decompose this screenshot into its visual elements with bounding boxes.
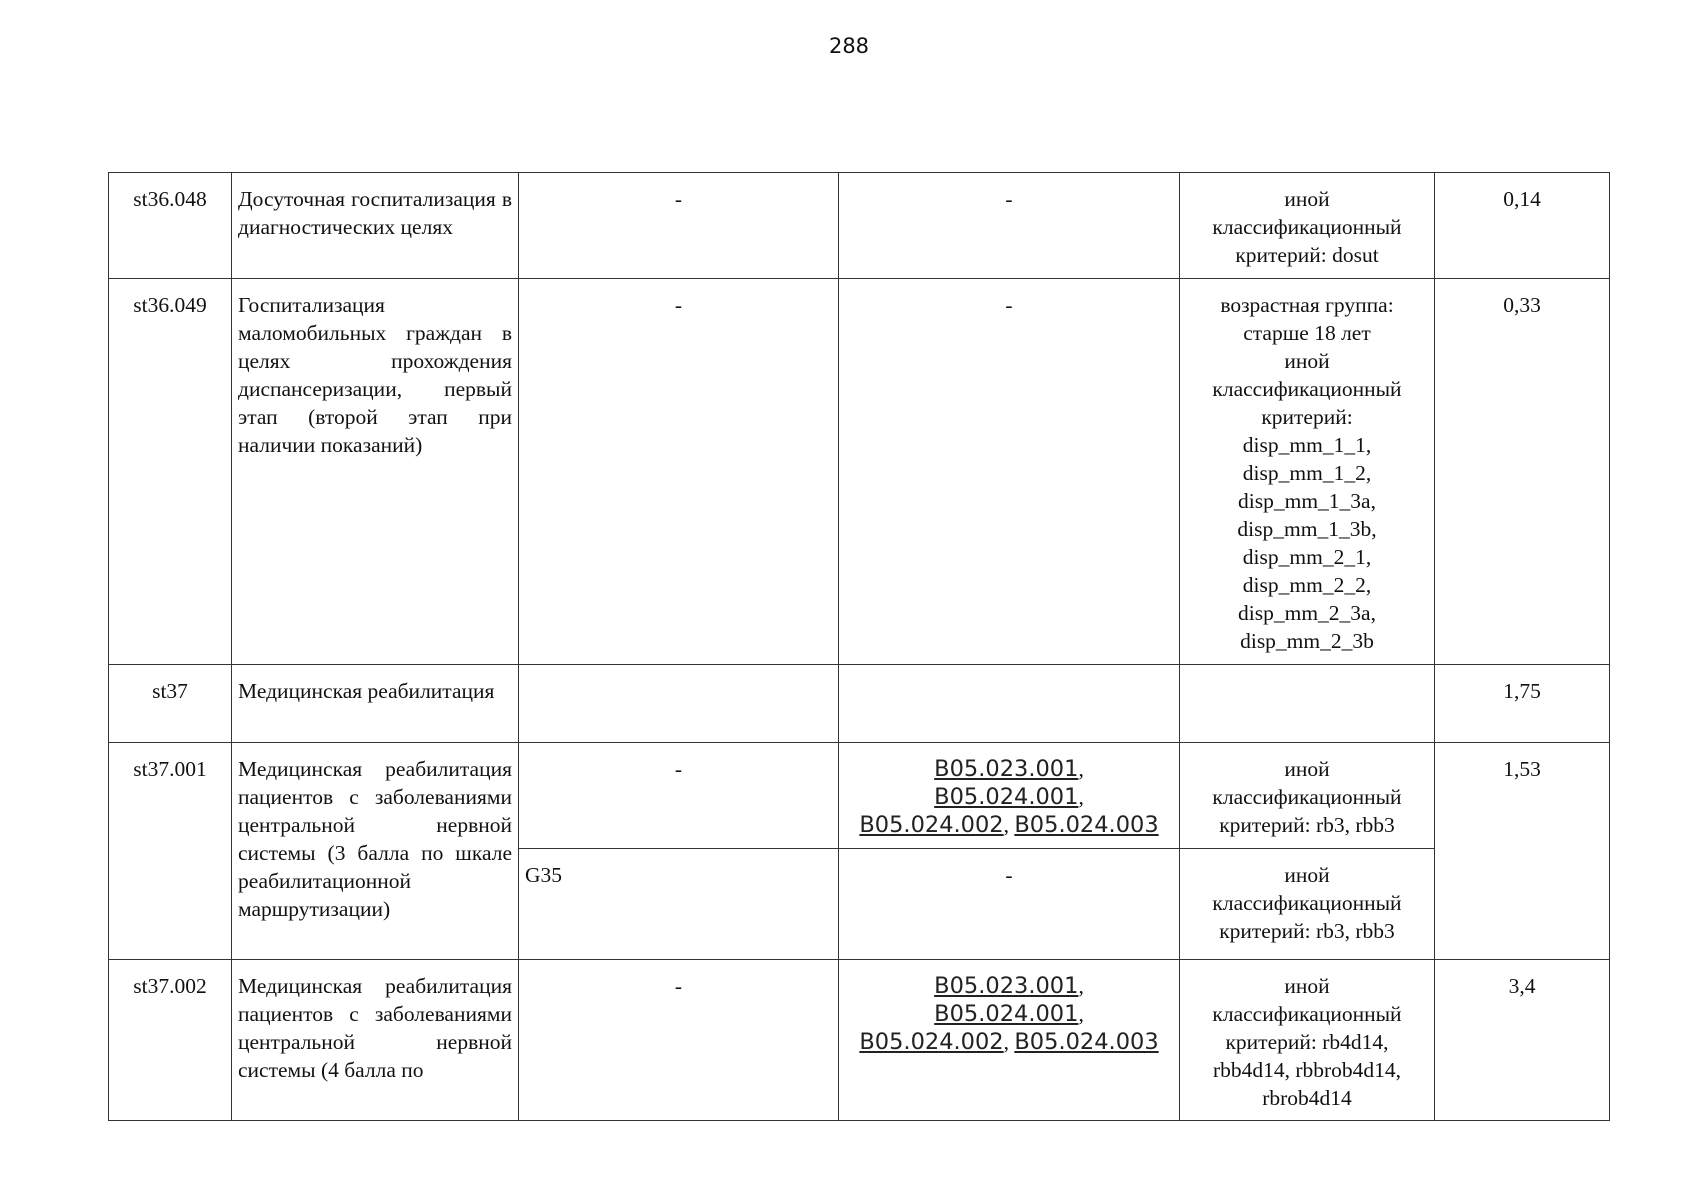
table-row: [109, 279, 1610, 665]
row-name: Медицинская реабилитация пациентов с заболеваниями центральной нервной системы (3 балла по шкале реабилитационной маршрутизации): [232, 743, 519, 960]
criteria-line: disp_mm_2_3a,: [1238, 601, 1376, 625]
row-code: st37.002: [109, 960, 232, 1121]
row-diagnosis: -: [519, 173, 839, 279]
row-diagnosis: G35: [519, 849, 839, 960]
table-row: [109, 173, 1610, 279]
criteria-line: disp_mm_2_2,: [1242, 573, 1372, 597]
row-coefficient: 1,53: [1435, 743, 1610, 960]
criteria-line: disp_mm_2_3b: [1240, 629, 1374, 653]
row-coefficient: 0,14: [1435, 173, 1610, 279]
row-criteria: [1180, 665, 1435, 743]
row-services: [839, 665, 1180, 743]
service-code-link[interactable]: B05.023.001: [934, 973, 1079, 999]
criteria-line: disp_mm_1_3b,: [1237, 517, 1377, 541]
criteria-line: критерий: dosut: [1235, 243, 1379, 267]
criteria-line: классификационный: [1212, 1002, 1402, 1026]
row-criteria: [1180, 173, 1435, 279]
criteria-line: критерий: rb4d14,: [1225, 1030, 1389, 1054]
service-code-link[interactable]: B05.024.001: [934, 784, 1079, 810]
criteria-line: старше 18 лет: [1243, 321, 1371, 345]
row-code: st36.049: [109, 279, 232, 665]
criteria-line: иной: [1284, 349, 1330, 373]
criteria-line: классификационный: [1212, 785, 1402, 809]
row-services: B05.023.001, B05.024.001, B05.024.002, B05.024.003: [839, 743, 1180, 849]
criteria-line: критерий:: [1261, 405, 1353, 429]
row-code: st37.001: [109, 743, 232, 960]
row-diagnosis: -: [519, 960, 839, 1121]
table-row: [109, 743, 1610, 849]
row-coefficient: 1,75: [1435, 665, 1610, 743]
service-code-link[interactable]: B05.024.001: [934, 1001, 1079, 1027]
row-diagnosis: [519, 665, 839, 743]
criteria-line: классификационный: [1212, 215, 1402, 239]
criteria-line: иной: [1284, 757, 1330, 781]
criteria-line: возрастная группа:: [1220, 293, 1394, 317]
criteria-line: иной: [1284, 974, 1330, 998]
row-diagnosis: -: [519, 743, 839, 849]
row-criteria: [1180, 743, 1435, 849]
row-diagnosis: -: [519, 279, 839, 665]
criteria-line: критерий: rb3, rbb3: [1219, 813, 1395, 837]
service-code-link[interactable]: B05.024.002: [859, 1029, 1004, 1055]
criteria-line: rbrob4d14: [1262, 1086, 1352, 1110]
row-coefficient: 0,33: [1435, 279, 1610, 665]
row-services: -: [839, 173, 1180, 279]
row-criteria: [1180, 279, 1435, 665]
criteria-line: классификационный: [1212, 377, 1402, 401]
criteria-line: иной: [1284, 863, 1330, 887]
row-services: B05.023.001, B05.024.001, B05.024.002, B05.024.003: [839, 960, 1180, 1121]
table-row: [109, 960, 1610, 1121]
criteria-line: критерий: rb3, rbb3: [1219, 919, 1395, 943]
row-name: Госпитализация маломобильных граждан в целях прохождения диспансеризации, первый этап (второй этап при наличии показаний): [232, 279, 519, 665]
page-number: 288: [828, 34, 870, 58]
criteria-line: disp_mm_1_2,: [1242, 461, 1372, 485]
row-services: -: [839, 279, 1180, 665]
service-code-link[interactable]: B05.023.001: [934, 756, 1079, 782]
row-services: -: [839, 849, 1180, 960]
row-criteria: [1180, 849, 1435, 960]
criteria-line: disp_mm_1_3a,: [1238, 489, 1376, 513]
service-code-link[interactable]: B05.024.003: [1014, 1029, 1159, 1055]
service-code-link[interactable]: B05.024.002: [859, 812, 1004, 838]
criteria-line: disp_mm_2_1,: [1242, 545, 1372, 569]
criteria-line: иной: [1284, 187, 1330, 211]
criteria-line: rbb4d14, rbbrob4d14,: [1212, 1058, 1402, 1082]
row-code: st36.048: [109, 173, 232, 279]
row-code: st37: [109, 665, 232, 743]
service-code-link[interactable]: B05.024.003: [1014, 812, 1159, 838]
criteria-line: disp_mm_1_1,: [1242, 433, 1372, 457]
row-coefficient: 3,4: [1435, 960, 1610, 1121]
kcg-table: [108, 172, 1610, 1121]
row-name: Досуточная госпитализация в диагностических целях: [232, 173, 519, 279]
row-name: Медицинская реабилитация: [232, 665, 519, 743]
table-row: [109, 665, 1610, 743]
row-name: Медицинская реабилитация пациентов с заболеваниями центральной нервной системы (4 балла по: [232, 960, 519, 1121]
row-criteria: [1180, 960, 1435, 1121]
criteria-line: классификационный: [1212, 891, 1402, 915]
